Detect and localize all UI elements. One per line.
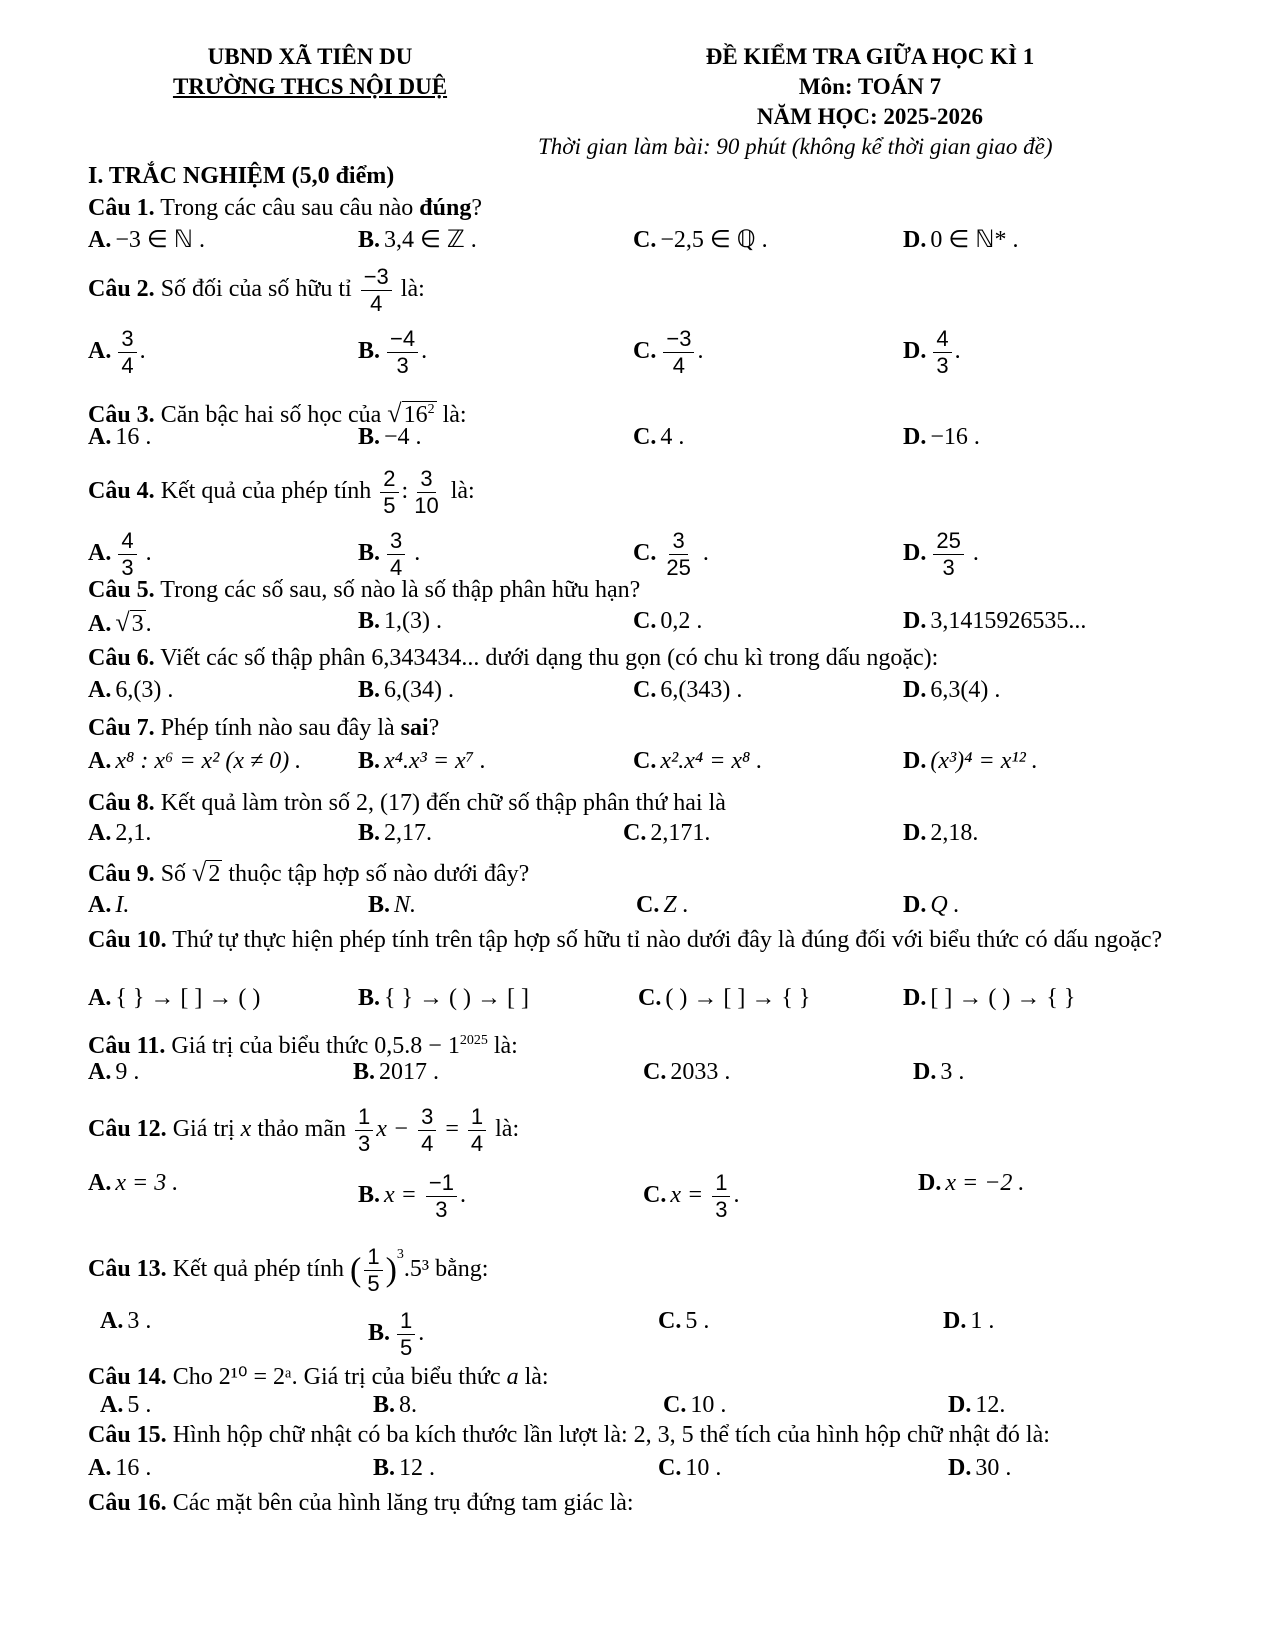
option-a: A. −3 ∈ ℕ . <box>88 227 206 253</box>
option-c: C. 2,171. <box>623 820 711 846</box>
option-d: D. $\frac{4}{3}$ . <box>903 326 961 378</box>
question-12: Câu 12. Giá trị x thảo mãn $\frac{1}{3}$ x − $\frac{3}{4}$ = $\frac{1}{4}$ là: <box>88 1104 520 1156</box>
option-c: C. 10 . <box>658 1455 722 1481</box>
option-b: B. x⁴.x³ = x⁷ . <box>358 748 487 774</box>
option-b: B. $\frac{-4}{3}$ . <box>358 326 428 378</box>
exam-subject: Môn: TOÁN 7 <box>798 74 942 99</box>
option-a: A. 16 . <box>88 424 152 450</box>
option-d: D. 12. <box>948 1392 1006 1418</box>
option-c: C. 5 . <box>658 1308 710 1334</box>
option-b: B. 2017 . <box>353 1059 440 1085</box>
option-a: A. 5 . <box>100 1392 152 1418</box>
option-b: B. 3,4 ∈ ℤ . <box>358 227 477 253</box>
exam-duration: Thời gian làm bài: 90 phút (không kể thời gian giao đề) <box>538 134 1053 159</box>
section-title: I. TRẮC NGHIỆM (5,0 điểm) <box>88 163 395 189</box>
question-5: Câu 5. Trong các số sau, số nào là số thập phân hữu hạn? <box>88 577 641 603</box>
question-2: Câu 2. Số đối của số hữu tỉ $\frac{-3}{4}$ là: <box>88 264 425 316</box>
option-d: D. Q . <box>903 892 960 918</box>
option-a: A. 16 . <box>88 1455 152 1481</box>
question-13: Câu 13. Kết quả phép tính ( $\frac{1}{5}$ )$^3$.5³ bằng: <box>88 1243 489 1296</box>
option-c: C. 0,2 . <box>633 608 703 634</box>
option-c: C. $\frac{3}{25}$ . <box>633 528 709 580</box>
option-c: C. x = $\frac{1}{3}$ . <box>643 1170 740 1222</box>
school-name: TRƯỜNG THCS NỘI DUỆ <box>172 74 448 99</box>
option-c: C. Z . <box>636 892 689 918</box>
option-a: A. $\frac{3}{4}$ . <box>88 326 146 378</box>
option-d: D. $\frac{25}{3}$ . <box>903 528 979 580</box>
option-d: D. 1 . <box>943 1308 995 1334</box>
option-d: D. −16 . <box>903 424 980 450</box>
option-b: B. 2,17. <box>358 820 433 846</box>
option-a: A. x = 3 . <box>88 1170 179 1196</box>
option-d: D. [ ] → ( ) → { } <box>903 985 1076 1011</box>
question-3: Câu 3. Căn bậc hai số học của $√16^2$ là: <box>88 399 467 428</box>
option-b: B. $\frac{3}{4}$ . <box>358 528 421 580</box>
option-d: D. 30 . <box>948 1455 1012 1481</box>
question-16: Câu 16. Các mặt bên của hình lăng trụ đứng tam giác là: <box>88 1490 634 1516</box>
question-15: Câu 15. Hình hộp chữ nhật có ba kích thước lần lượt là: 2, 3, 5 thể tích của hình hộp chữ nhật đó là: <box>88 1422 1050 1448</box>
option-b: B. N. <box>368 892 417 918</box>
option-d: D. 6,3(4) . <box>903 677 1001 703</box>
option-c: C. 6,(343) . <box>633 677 743 703</box>
option-b: B. 12 . <box>373 1455 436 1481</box>
question-1: Câu 1. Trong các câu sau câu nào đúng? <box>88 195 482 221</box>
option-d: D. x = −2 . <box>918 1170 1025 1196</box>
option-c: C. ( ) → [ ] → { } <box>638 985 811 1011</box>
fraction: $\frac{-3}{4}$ <box>361 264 392 317</box>
option-b: B. { } → ( ) → [ ] <box>358 985 530 1011</box>
school-district: UBND XÃ TIÊN DU <box>207 44 413 69</box>
option-c: C. $\frac{-3}{4}$ . <box>633 326 704 378</box>
option-a: A. x⁸ : x⁶ = x² (x ≠ 0) . <box>88 748 302 774</box>
option-b: B. 1,(3) . <box>358 608 442 634</box>
option-b: B. 8. <box>373 1392 418 1418</box>
question-7: Câu 7. Phép tính nào sau đây là sai? <box>88 715 440 741</box>
option-d: D. 3,1415926535... <box>903 608 1087 634</box>
option-a: A. { } → [ ] → ( ) <box>88 985 261 1011</box>
question-10: Câu 10. Thứ tự thực hiện phép tính trên tập hợp số hữu tỉ nào dưới đây là đúng đối với biểu thức có dấu ngoặc? <box>88 927 1163 953</box>
option-c: C. x².x⁴ = x⁸ . <box>633 748 763 774</box>
option-c: C. −2,5 ∈ ℚ . <box>633 227 768 253</box>
exam-title: ĐỀ KIỂM TRA GIỮA HỌC KÌ 1 <box>705 44 1035 69</box>
school-year: NĂM HỌC: 2025-2026 <box>756 104 984 129</box>
option-d: D. (x³)⁴ = x¹² . <box>903 748 1038 774</box>
question-14: Câu 14. Cho 2¹⁰ = 2ᵃ. Giá trị của biểu thức a là: <box>88 1364 549 1390</box>
question-6: Câu 6. Viết các số thập phân 6,343434... dưới dạng thu gọn (có chu kì trong dấu ngoặc): <box>88 645 939 671</box>
option-b: B. $\frac{1}{5}$ . <box>368 1308 425 1360</box>
option-a: A. 3 . <box>100 1308 152 1334</box>
option-a: A. √3. <box>88 608 152 637</box>
option-a: A. I. <box>88 892 130 918</box>
option-c: C. 10 . <box>663 1392 727 1418</box>
option-c: C. 4 . <box>633 424 685 450</box>
option-d: D. 0 ∈ ℕ* . <box>903 227 1019 253</box>
option-a: A. 6,(3) . <box>88 677 174 703</box>
option-a: A. $\frac{4}{3}$ . <box>88 528 152 580</box>
question-8: Câu 8. Kết quả làm tròn số 2, (17) đến chữ số thập phân thứ hai là <box>88 790 726 816</box>
question-9: Câu 9. Số √2 thuộc tập hợp số nào dưới đây? <box>88 858 530 887</box>
option-d: D. 3 . <box>913 1059 965 1085</box>
question-4: Câu 4. Kết quả của phép tính $\frac{2}{5}$ : $\frac{3}{10}$ là: <box>88 466 475 518</box>
option-a: A. 9 . <box>88 1059 140 1085</box>
option-b: B. 6,(34) . <box>358 677 454 703</box>
option-b: B. −4 . <box>358 424 422 450</box>
square-root: $√16^2$ <box>387 399 435 428</box>
option-c: C. 2033 . <box>643 1059 731 1085</box>
question-11: Câu 11. Giá trị của biểu thức $0,5.8 - 1^{2025}$ là: <box>88 1033 518 1059</box>
option-d: D. 2,18. <box>903 820 979 846</box>
option-b: B. x = $\frac{-1}{3}$ . <box>358 1170 466 1222</box>
option-a: A. 2,1. <box>88 820 152 846</box>
